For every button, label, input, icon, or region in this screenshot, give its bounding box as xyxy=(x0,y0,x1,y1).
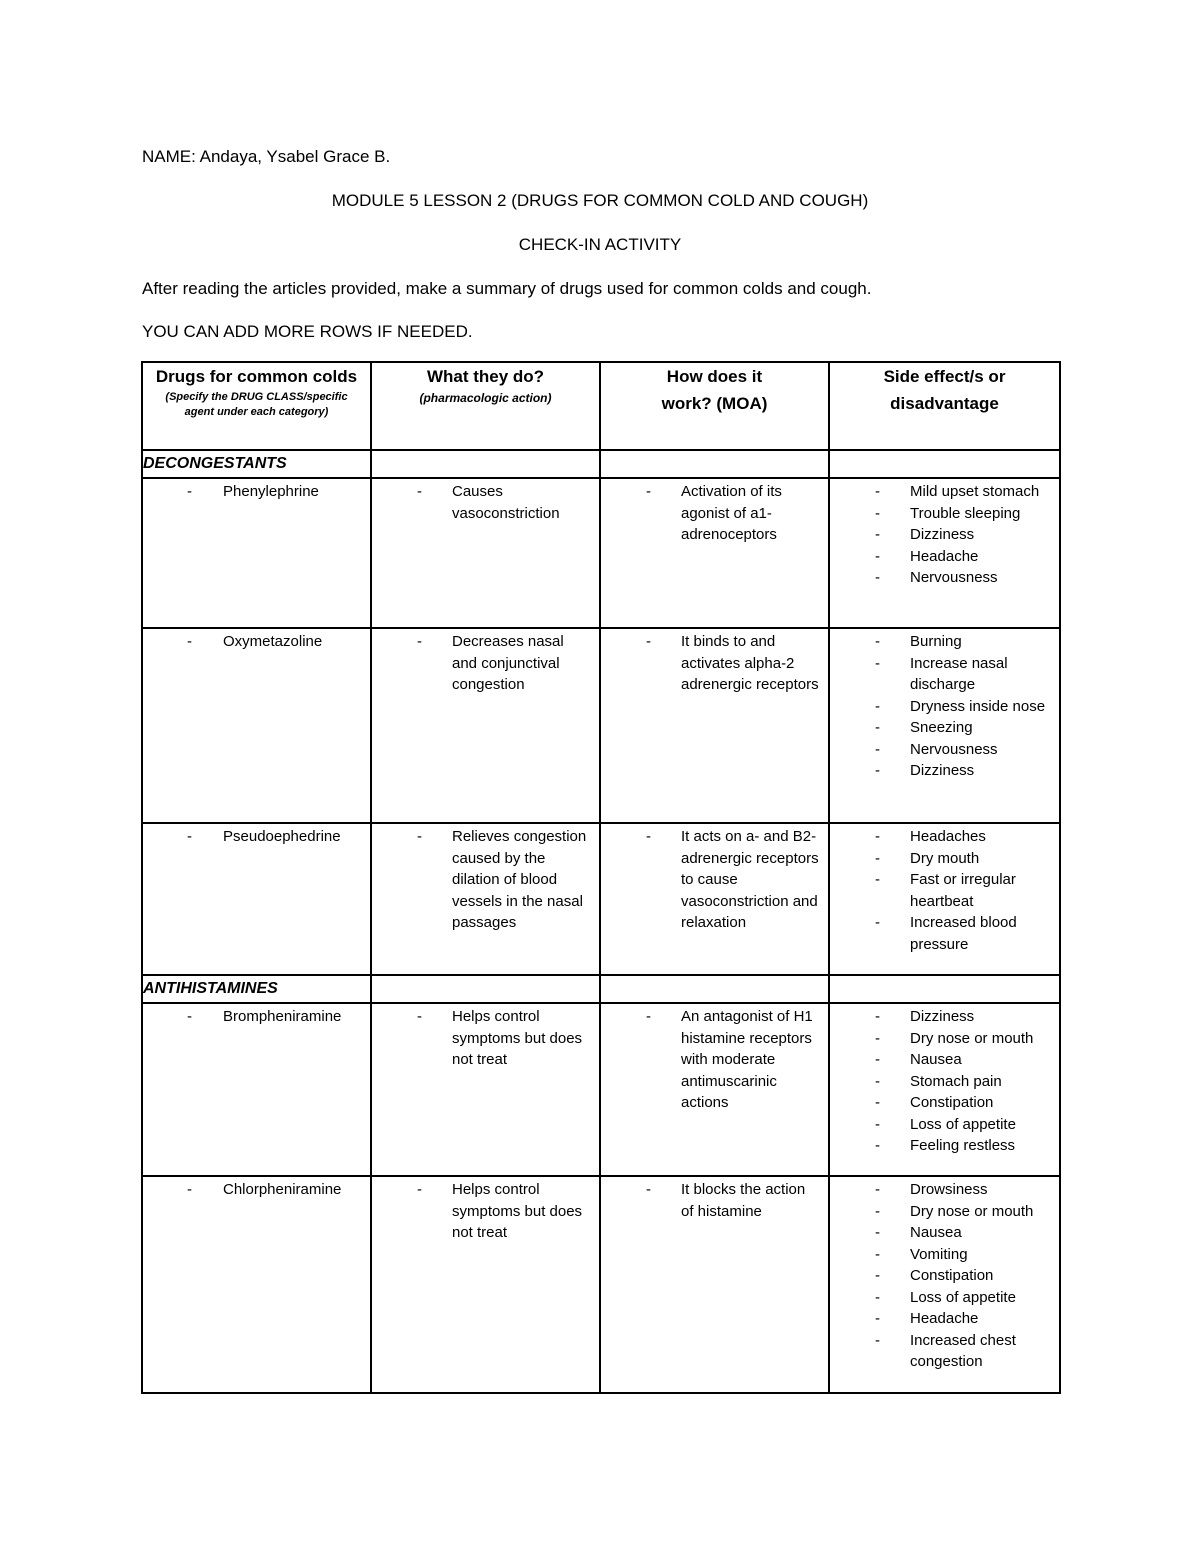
side-effect-item: - Sneezing xyxy=(830,717,1051,739)
list-item: - Chlorpheniramine xyxy=(143,1179,362,1201)
action-cell xyxy=(371,1176,600,1393)
side-effect-item: - Mild upset stomach xyxy=(830,481,1051,503)
moa-cell xyxy=(600,628,829,823)
table-body xyxy=(142,450,1060,1393)
dash-list xyxy=(601,824,828,944)
dash-list xyxy=(372,479,599,534)
table-row xyxy=(142,1176,1060,1393)
empty-cell xyxy=(600,975,829,1003)
action-cell xyxy=(371,1003,600,1176)
side-effect-item: - Dizziness xyxy=(830,760,1051,782)
category-row xyxy=(142,450,1060,478)
side-effects-cell xyxy=(829,478,1060,628)
moa-cell xyxy=(600,1003,829,1176)
list-item: - Helps control symptoms but does not treat xyxy=(372,1006,591,1071)
list-item: - An antagonist of H1 histamine receptors with moderate antimuscarinic actions xyxy=(601,1006,820,1114)
side-effect-item: - Constipation xyxy=(830,1092,1051,1114)
add-rows-note: YOU CAN ADD MORE ROWS IF NEEDED. xyxy=(142,322,473,341)
side-effect-item: - Dizziness xyxy=(830,1006,1051,1028)
side-effect-item: - Increase nasal discharge xyxy=(830,653,1051,696)
side-effect-item: - Fast or irregular heartbeat xyxy=(830,869,1051,912)
side-effects-list xyxy=(830,1177,1059,1383)
table-row xyxy=(142,823,1060,975)
list-item: - Activation of its agonist of a1-adrenoceptors xyxy=(601,481,820,546)
action-cell xyxy=(371,628,600,823)
list-item: - It blocks the action of histamine xyxy=(601,1179,820,1222)
moa-cell xyxy=(600,1176,829,1393)
drug-name-cell xyxy=(142,1003,371,1176)
table-row xyxy=(142,1003,1060,1176)
list-item: - Helps control symptoms but does not treat xyxy=(372,1179,591,1244)
side-effect-item: - Nervousness xyxy=(830,739,1051,761)
list-item: - Phenylephrine xyxy=(143,481,362,503)
module-title: MODULE 5 LESSON 2 (DRUGS FOR COMMON COLD AND COUGH) xyxy=(331,191,869,210)
category-row xyxy=(142,975,1060,1003)
list-item: - Pseudoephedrine xyxy=(143,826,362,848)
moa-cell xyxy=(600,823,829,975)
table-row xyxy=(142,628,1060,823)
empty-cell xyxy=(371,975,600,1003)
dash-list xyxy=(601,479,828,556)
side-effect-item: - Feeling restless xyxy=(830,1135,1051,1157)
side-effect-item: - Headache xyxy=(830,1308,1051,1330)
dash-list xyxy=(372,1177,599,1254)
moa-cell xyxy=(600,478,829,628)
column-title: What they do? xyxy=(426,367,545,386)
side-effect-item: - Loss of appetite xyxy=(830,1287,1051,1309)
side-effect-item: - Increased blood pressure xyxy=(830,912,1051,955)
side-effect-item: - Nausea xyxy=(830,1049,1051,1071)
drug-name-cell xyxy=(142,823,371,975)
column-subtitle: (Specify the DRUG CLASS/specific agent under each category) xyxy=(165,391,348,418)
dash-list xyxy=(601,1004,828,1124)
column-title: How does it work? (MOA) xyxy=(661,367,768,413)
column-title: Drugs for common colds xyxy=(155,367,358,386)
drug-name-cell xyxy=(142,1176,371,1393)
side-effects-list xyxy=(830,1004,1059,1167)
side-effect-item: - Vomiting xyxy=(830,1244,1051,1266)
activity-title: CHECK-IN ACTIVITY xyxy=(518,235,682,254)
instruction-text: After reading the articles provided, make a summary of drugs used for common colds and cough. xyxy=(142,279,872,298)
empty-cell xyxy=(829,975,1060,1003)
column-header-action xyxy=(371,362,600,450)
empty-cell xyxy=(829,450,1060,478)
empty-cell xyxy=(371,450,600,478)
column-title: Side effect/s or disadvantage xyxy=(883,367,1006,413)
action-cell xyxy=(371,478,600,628)
dash-list xyxy=(143,629,370,663)
side-effect-item: - Dry mouth xyxy=(830,848,1051,870)
list-item: - Relieves congestion caused by the dilation of blood vessels in the nasal passages xyxy=(372,826,591,934)
side-effects-list xyxy=(830,629,1059,792)
dash-list xyxy=(143,479,370,513)
side-effects-cell xyxy=(829,1176,1060,1393)
dash-list xyxy=(143,1177,370,1211)
side-effects-list xyxy=(830,824,1059,965)
list-item: - Causes vasoconstriction xyxy=(372,481,591,524)
column-header-side-effects xyxy=(829,362,1060,450)
list-item: - It acts on a- and B2- adrenergic receptors to cause vasoconstriction and relaxation xyxy=(601,826,820,934)
dash-list xyxy=(372,824,599,944)
side-effect-item: - Stomach pain xyxy=(830,1071,1051,1093)
list-item: - Decreases nasal and conjunctival congestion xyxy=(372,631,591,696)
drug-name-cell xyxy=(142,628,371,823)
drug-name-cell xyxy=(142,478,371,628)
empty-cell xyxy=(600,450,829,478)
side-effect-item: - Nervousness xyxy=(830,567,1051,589)
dash-list xyxy=(372,629,599,706)
side-effects-cell xyxy=(829,628,1060,823)
list-item: - It binds to and activates alpha-2 adrenergic receptors xyxy=(601,631,820,696)
column-header-drugs xyxy=(142,362,371,450)
list-item: - Oxymetazoline xyxy=(143,631,362,653)
dash-list xyxy=(601,1177,828,1232)
side-effect-item: - Headache xyxy=(830,546,1051,568)
dash-list xyxy=(372,1004,599,1081)
side-effect-item: - Headaches xyxy=(830,826,1051,848)
side-effect-item: - Drowsiness xyxy=(830,1179,1051,1201)
column-subtitle: (pharmacologic action) xyxy=(419,391,552,405)
dash-list xyxy=(143,1004,370,1038)
side-effect-item: - Constipation xyxy=(830,1265,1051,1287)
dash-list xyxy=(143,824,370,858)
table-header-row xyxy=(142,362,1060,450)
side-effect-item: - Dryness inside nose xyxy=(830,696,1051,718)
side-effect-item: - Dry nose or mouth xyxy=(830,1201,1051,1223)
side-effect-item: - Nausea xyxy=(830,1222,1051,1244)
dash-list xyxy=(601,629,828,706)
side-effect-item: - Loss of appetite xyxy=(830,1114,1051,1136)
side-effect-item: - Dry nose or mouth xyxy=(830,1028,1051,1050)
side-effect-item: - Increased chest congestion xyxy=(830,1330,1051,1373)
table-row xyxy=(142,478,1060,628)
side-effects-cell xyxy=(829,1003,1060,1176)
side-effect-item: - Trouble sleeping xyxy=(830,503,1051,525)
list-item: - Brompheniramine xyxy=(143,1006,362,1028)
category-label: DECONGESTANTS xyxy=(142,450,371,478)
side-effects-cell xyxy=(829,823,1060,975)
side-effect-item: - Burning xyxy=(830,631,1051,653)
category-label: ANTIHISTAMINES xyxy=(142,975,371,1003)
drug-summary-table xyxy=(141,361,1061,1394)
student-name: NAME: Andaya, Ysabel Grace B. xyxy=(142,147,391,166)
side-effects-list xyxy=(830,479,1059,599)
side-effect-item: - Dizziness xyxy=(830,524,1051,546)
column-header-moa xyxy=(600,362,829,450)
action-cell xyxy=(371,823,600,975)
